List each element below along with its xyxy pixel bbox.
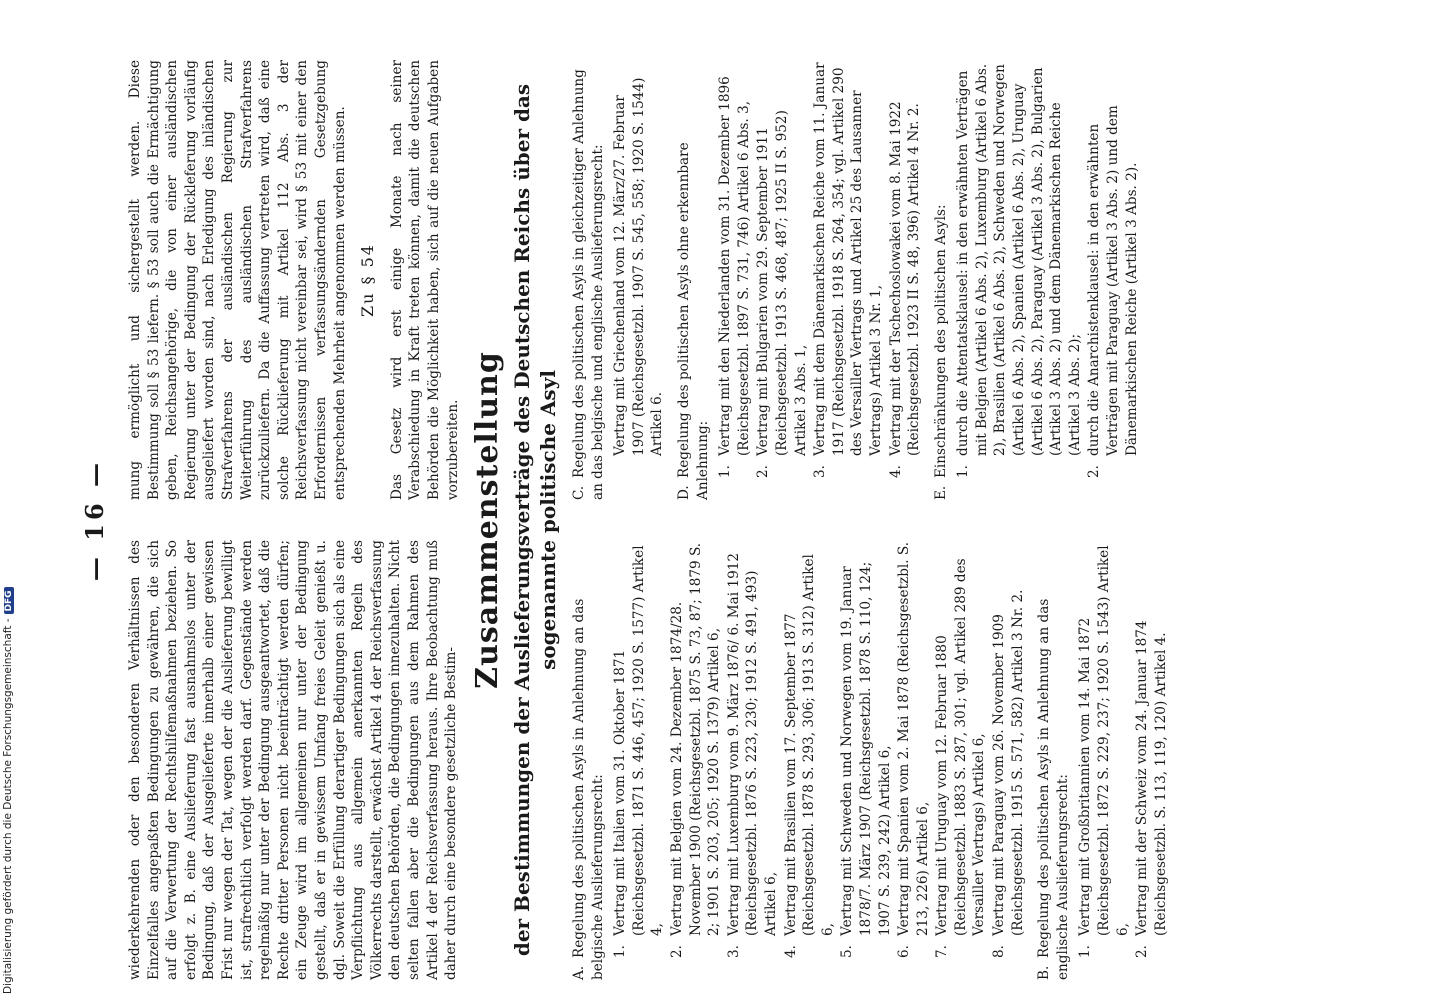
treaty-item (954, 60, 1084, 500)
treaty-text: durch die Attentatsklausel: in den erwähnten Verträgen mit Belgien (Artikel 6 Abs. 2), Luxemburg (Artikel 6 Abs. 2), Brasilien (Artikel 6 Abs. 2), Schweden und Norwegen (Artikel 6 Abs. 2), Spanien (Artikel 6 Abs. 2), Uruguay (Artikel 6 Abs. 2), Paraguay (Artikel 3 Abs. 2), Bulgarien (Artikel 3 Abs. 2) und dem Dänemarkischen Reiche (Artikel 3 Abs. 2); (955, 63, 1083, 456)
section-letter: A. (571, 965, 587, 980)
treaty-list (611, 540, 1027, 980)
treaty-text: Vertrag mit Schweden und Norwegen vom 19. Januar 1878/7. März 1907 (Reichsgesetzbl. 1878 S. 110, 124; 1907 S. 239, 242) Artikel 6, (839, 561, 893, 936)
treaty-number: 7. (934, 945, 951, 958)
treaty-list (716, 60, 924, 500)
treaty-number: 8. (991, 945, 1008, 958)
section-heading (570, 60, 607, 500)
section-heading (570, 540, 607, 980)
section-letter: B. (1036, 965, 1053, 980)
treaty-item (716, 60, 753, 500)
summary-title: Zusammenstellung (470, 351, 505, 689)
right-column (126, 60, 462, 500)
treaty-text: Vertrag mit Bulgarien vom 29. September 1911 (Reichsgesetzbl. 1913 S. 468, 487; 1925 II S. 952) Artikel 3 Abs. 1, (755, 110, 809, 456)
treaty-item (1085, 60, 1141, 500)
treaty-number: 1. (1077, 945, 1094, 958)
treaty-text: Vertrag mit der Schweiz vom 24. Januar 1874 (Reichsgesetzbl. S. 113, 119, 120) Artikel 4. (1134, 620, 1169, 936)
treaty-text: Vertrag mit Luxemburg vom 9. März 1876/ 6. Mai 1912 (Reichsgesetzbl. 1876 S. 223, 230; 1912 S. 491, 493) Artikel 6, (725, 552, 779, 936)
treaty-item (1133, 540, 1170, 980)
treaty-text: Vertrag mit Brasilien vom 17. September 1877 (Reichsgesetzbl. 1878 S. 293, 306; 1913 S. 312) Artikel 6, (782, 554, 836, 936)
section-heading-text: Regelung des politischen Asyls in Anlehnung an das englische Auslieferungsrecht: (1036, 598, 1071, 980)
section-heading-text: Regelung des politischen Asyls in gleichzeitiger Anlehnung an das belgische und englische Auslieferungsrecht: (571, 69, 606, 500)
treaty-list (954, 60, 1141, 500)
treaty-number: 1. (612, 945, 629, 958)
treaty-text: Vertrag mit Griechenland vom 12. März/27. Februar 1907 (Reichsgesetzbl. 1907 S. 545, 558; 1920 S. 1544) Artikel 6. (612, 77, 666, 456)
treaty-text: Vertrag mit der Tschechoslowakei vom 8. Mai 1922 (Reichsgesetzbl. 1923 II S. 48, 396) Artikel 4 Nr. 2. (887, 101, 923, 456)
right-column-text-2: Das Gesetz wird erst einige Monate nach seiner Verabschiedung in Kraft treten können, damit die deutschen Behörden die Möglichkeit haben, sich auf die neuen Aufgaben vorzubereiten. (388, 60, 461, 500)
treaty-number: 4. (782, 945, 799, 958)
treaty-list (611, 60, 667, 500)
left-column-text: wiederkehrenden oder den besonderen Verhältnissen des Einzelfalles angepaßten Bedingungen zu gewähren, die sich auf die Verwertung der Rechtshilfemaßnahmen beziehen. So erfolgt z. B. eine Auslieferung fast ausnahmslos unter der Bedingung, daß der Ausgelieferte innerhalb einer gewissen Frist nur wegen der Tat, wegen der die Auslieferung bewilligt ist, strafrechtlich verfolgt werden darf. Gegenstände werden regelmäßig nur unter der Bedingung ausgeantwortet, daß die Rechte dritter Personen nicht beeinträchtigt werden dürfen; ein Zeuge wird im allgemeinen nur unter der Bedingung gestellt, daß er in gewissem Umfang freies Geleit genießt u. dgl. Soweit die Erfüllung derartiger Bedingungen sich als eine Verpflichtung aus allgemein anerkannten Regeln des Völkerrechts darstellt, erwächst Artikel 4 der Reichsverfassung den deutschen Behörden, die Bedingungen innezuhalten. Nicht selten fallen aber die Bedingungen aus dem Rahmen des Artikel 4 der Reichsverfassung heraus. Ihre Beobachtung muß daher durch eine besondere gesetzliche Bestim- (127, 540, 460, 980)
treaty-text: Vertrag mit dem Dänemarkischen Reiche vom 11. Januar 1917 (Reichsgesetzbl. 1918 S. 264, 354; vgl. Artikel 290 des Versailler Vertrags und Artikel 25 des Lausanner Vertrags) Artikel 3 Nr. 1, (812, 62, 884, 456)
treaty-number: 1. (717, 465, 734, 478)
treaty-number: 2. (668, 945, 685, 958)
credit-text: Digitalisierung gefördert durch die Deutsche Forschungsgemeinschaft - (2, 618, 14, 994)
treaty-item (725, 540, 781, 980)
summary-header (470, 60, 579, 980)
treaty-text: durch die Anarchistenklausel: in den erwähnten Verträgen mit Paraguay (Artikel 3 Abs. 2) und dem Dänemarkischen Reiche (Artikel 3 Abs. 2). (1086, 105, 1140, 456)
section-heading-text: Regelung des politischen Asyls ohne erkennbare Anlehnung: (675, 142, 711, 500)
treaty-number: 2. (1134, 945, 1151, 958)
treaty-item (782, 540, 838, 980)
treaty-item (754, 60, 810, 500)
treaty-item (887, 60, 924, 500)
section-heading (675, 60, 712, 500)
treaty-text: Vertrag mit Belgien vom 24. Dezember 1874/28. November 1900 (Reichsgesetzbl. 1875 S. 73, 87; 1879 S. 2; 1901 S. 203, 205; 1920 S. 1379) Artikel 6, (668, 542, 723, 936)
treaty-number: 1. (955, 465, 972, 478)
treaty-number: 3. (812, 465, 829, 478)
treaty-text: Vertrag mit Uruguay vom 12. Februar 1880 (Reichsgesetzbl. 1883 S. 287, 301; vgl. Artikel 289 des Versailler Vertrags) Artikel 6, (934, 558, 988, 936)
treaty-text: Vertrag mit Italien vom 31. Oktober 1871 (Reichsgesetzbl. 1871 S. 446, 457; 1920 S. 1577) Artikel 4, (612, 545, 666, 936)
treaty-item (1076, 540, 1132, 980)
treaty-text: Vertrag mit Spanien vom 2. Mai 1878 (Reichsgesetzbl. S. 213, 226) Artikel 6, (896, 541, 931, 936)
treaty-item (811, 60, 885, 500)
section-letter: E. (932, 485, 949, 500)
treaty-item (611, 60, 667, 500)
left-column (126, 540, 461, 980)
treaty-number: 4. (887, 465, 904, 478)
section-heading (1035, 540, 1072, 980)
treaty-item (933, 540, 989, 980)
treaty-item (611, 540, 667, 980)
treaty-list (1076, 540, 1170, 980)
treaty-text: Vertrag mit Großbritannien vom 14. Mai 1872 (Reichsgesetzbl. 1872 S. 229, 237; 1920 S. 1543) Artikel 6, (1077, 545, 1131, 936)
section-letter: D. (675, 485, 692, 500)
section-heading-text: Regelung des politischen Asyls in Anlehnung an das belgische Auslieferungsrecht: (571, 598, 606, 980)
section-heading-text: Einschränkungen des politischen Asyls: (932, 204, 949, 478)
digitization-credit (2, 587, 14, 994)
treaty-number: 2. (755, 465, 772, 478)
sections-right (570, 60, 1149, 500)
treaty-text: Vertrag mit Paraguay vom 26. November 1909 (Reichsgesetzbl. 1915 S. 571, 582) Artikel 3 Nr. 2. (991, 589, 1026, 936)
treaty-item (838, 540, 894, 980)
treaty-number: 3. (725, 945, 742, 958)
treaty-item (668, 540, 724, 980)
right-column-text: mung ermöglicht und sichergestellt werden. Diese Bestimmung soll § 53 liefern. § 53 soll auch die Ermächtigung geben, Reichsangehörige, die von einer ausländischen Regierung unter der Bedingung der Rückleferung vorläufig ausgeliefert worden sind, nach Erledigung des inländischen Strafverfahrens der ausländischen Regierung zur Weiterführung des ausländischen Strafverfahrens zurückzuliefern. Da die Auffassung vertreten wird, daß eine solche Rücklieferung mit Artikel 112 Abs. 3 der Reichsverfassung nicht vereinbar sei, wird § 53 mit einer den Erfordernissen verfassungsändernden Gesetzgebung entsprechenden Mehrheit angenommen werden müssen. (127, 60, 348, 500)
section-heading-zu-54: Zu § 54 (358, 243, 378, 317)
treaty-number: 5. (839, 945, 856, 958)
digitization-credit-bar (0, 0, 16, 1000)
treaty-item (895, 540, 932, 980)
treaty-item (990, 540, 1027, 980)
treaty-number: 6. (896, 945, 913, 958)
sections-left (570, 540, 1178, 980)
section-heading (932, 60, 951, 500)
dfg-logo: DFG (4, 587, 14, 614)
section-letter: C. (571, 485, 587, 500)
page-number: — 16 — (80, 458, 109, 582)
document-page (70, 40, 1400, 1000)
treaty-text: Vertrag mit den Niederlanden vom 31. Dezember 1896 (Reichsgesetzbl. 1897 S. 731, 746) Artikel 6 Abs. 3, (717, 76, 752, 456)
treaty-number: 2. (1086, 465, 1103, 478)
summary-subtitle: der Bestimmungen der Auslieferungsverträge des Deutschen Reichs über das sogenannte politische Asyl (510, 83, 560, 957)
